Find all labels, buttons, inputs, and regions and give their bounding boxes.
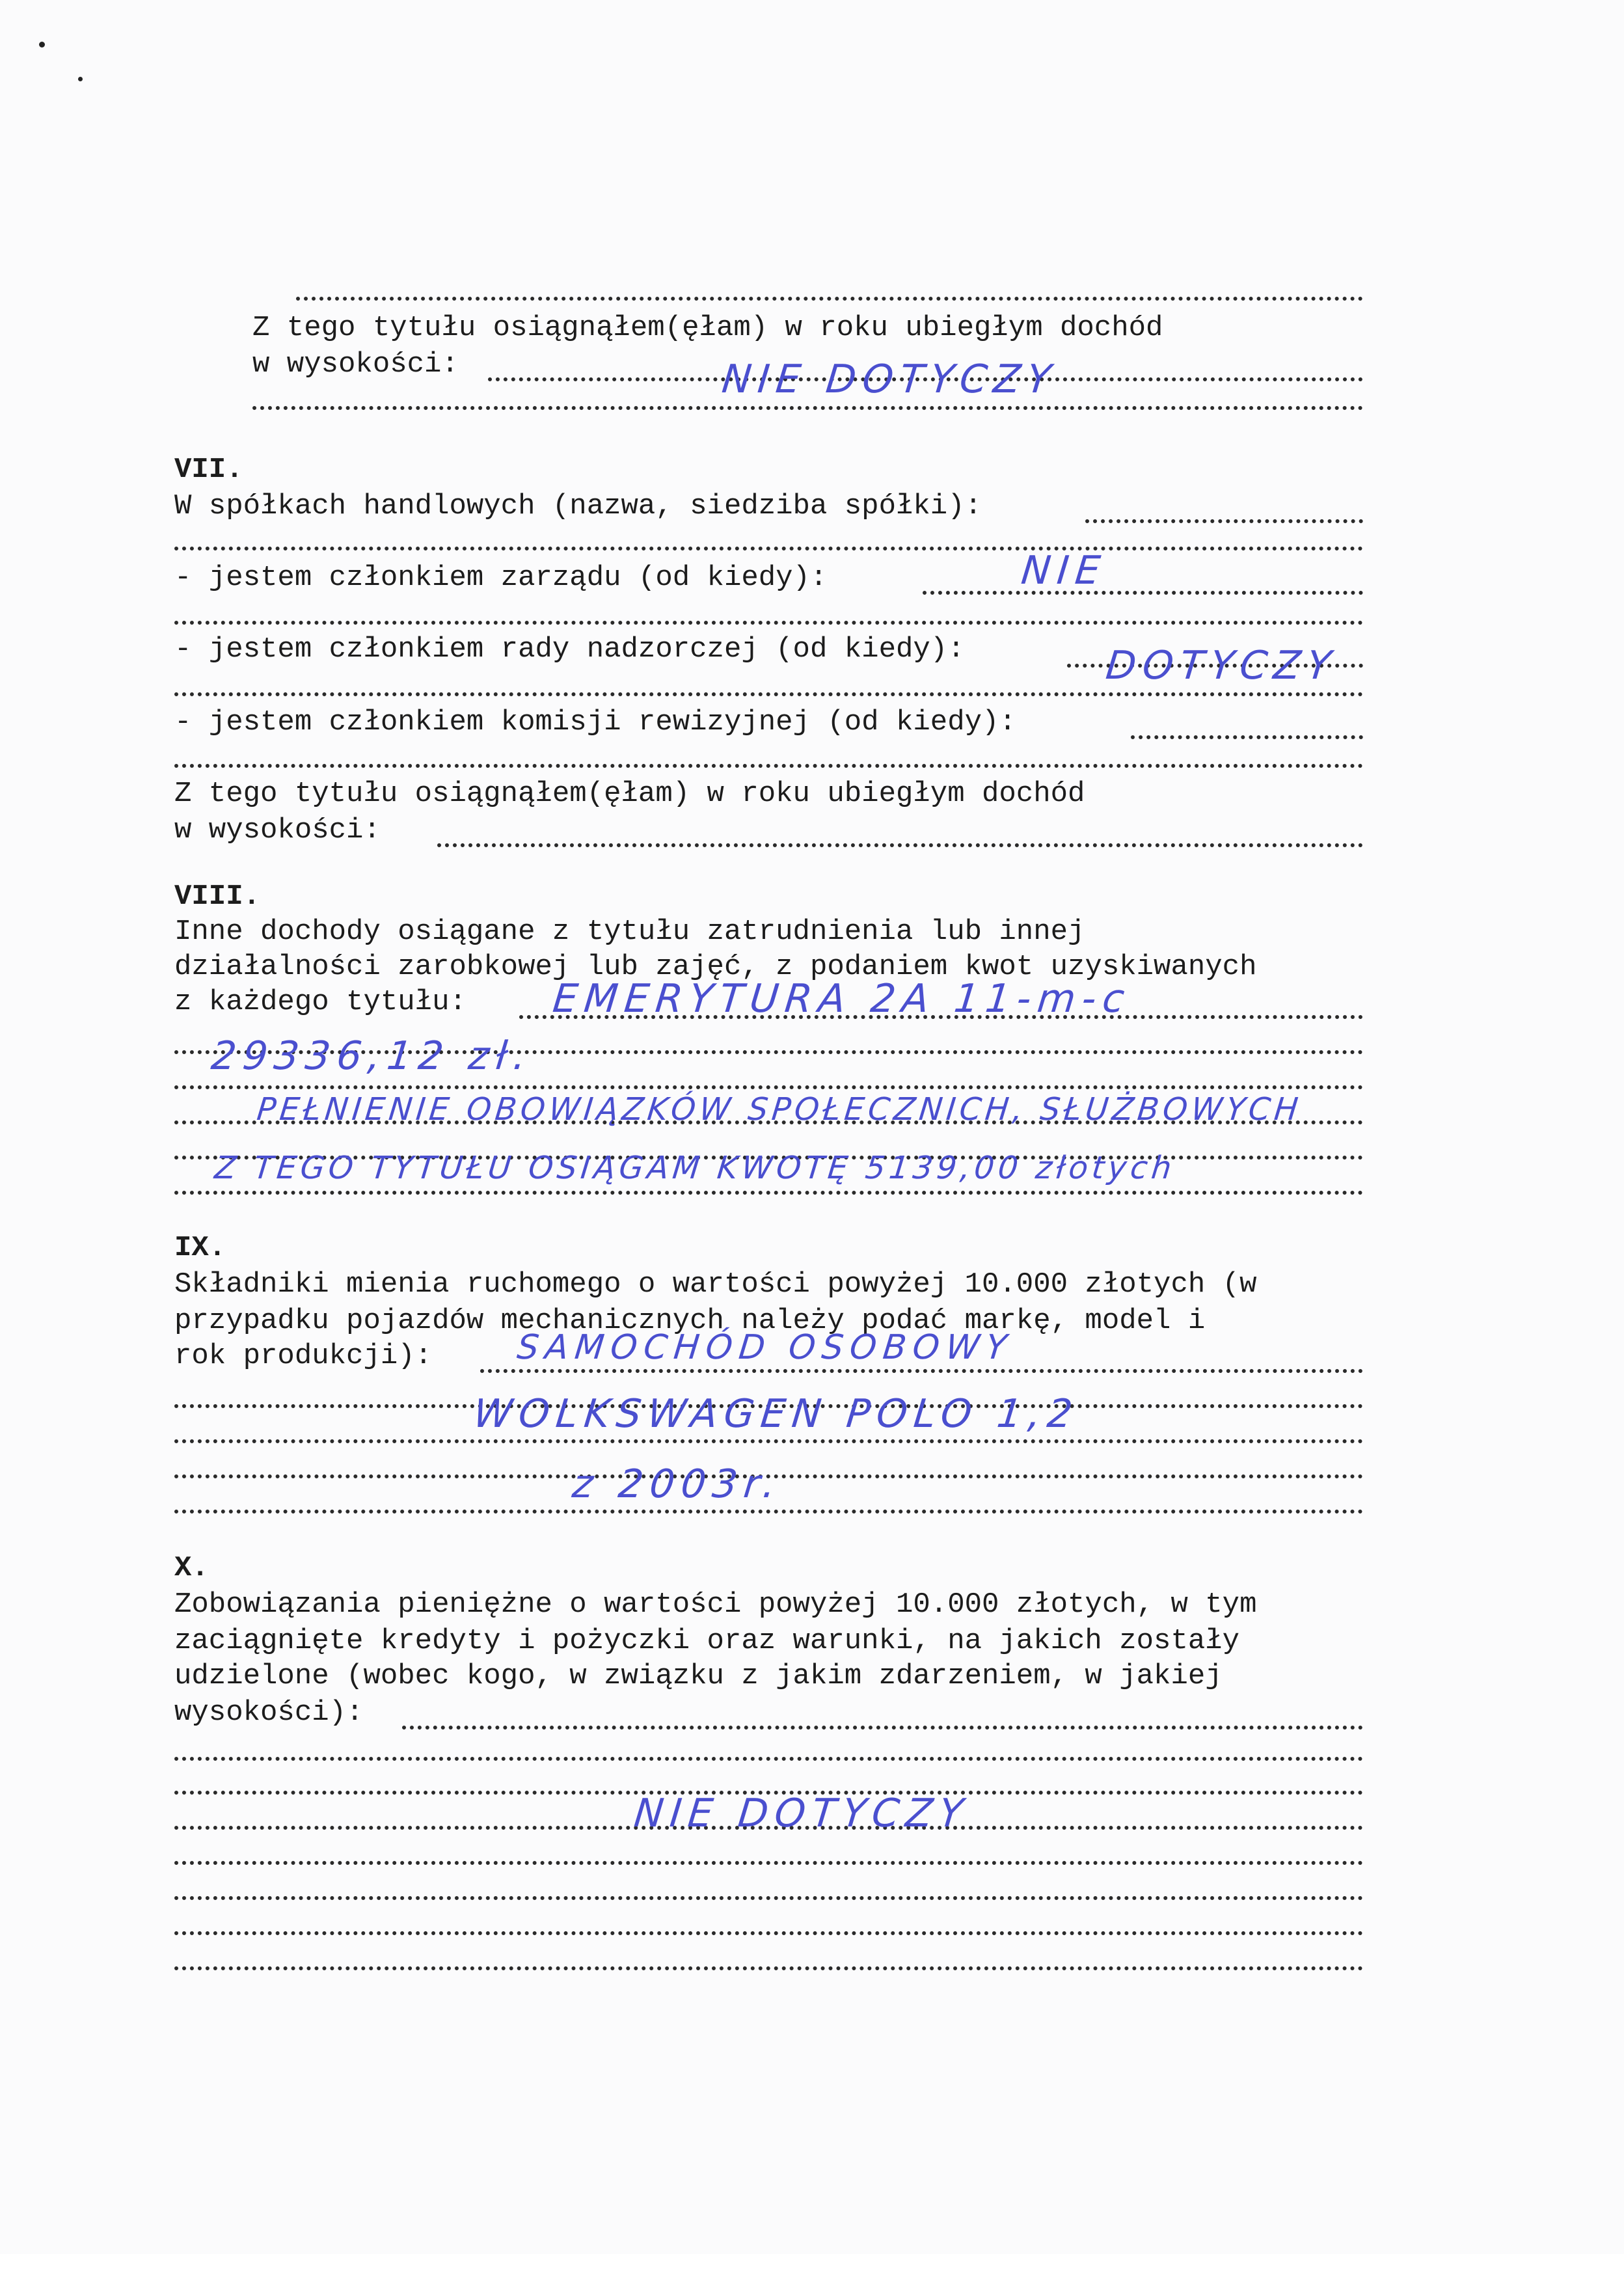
viii-handwritten-income: Z TEGO TYTUŁU OSIĄGAM KWOTĘ 5139,00 złotych: [213, 1150, 1178, 1186]
dotted-line: [174, 621, 1363, 625]
scan-speck: [39, 42, 45, 48]
viii-handwritten-duties: PEŁNIENIE OBOWIĄZKÓW SPOŁECZNICH, SŁUŻBOWYCH: [255, 1091, 1304, 1128]
dotted-line: [174, 1510, 1363, 1513]
dotted-line: [174, 1191, 1363, 1195]
viii-handwritten-pension: EMERYTURA 2A 11-m-c: [550, 976, 1133, 1022]
dotted-line: [174, 1931, 1363, 1935]
viii-label-2: działalności zarobkowej lub zajęć, z podaniem kwot uzyskiwanych: [174, 951, 1257, 983]
viii-heading: VIII.: [174, 880, 261, 913]
viii-label-3: z każdego tytułu:: [174, 986, 467, 1018]
dotted-line: [1131, 735, 1363, 739]
vii-income-label-2: w wysokości:: [174, 814, 381, 847]
dotted-line: [174, 1896, 1363, 1900]
dotted-line: [174, 1439, 1363, 1443]
scan-speck: [78, 77, 83, 81]
ix-label-3: rok produkcji):: [174, 1340, 433, 1372]
vii-heading: VII.: [174, 454, 243, 486]
vi-handwritten-answer: NIE DOTYCZY: [720, 357, 1060, 402]
x-label-4: wysokości):: [174, 1696, 364, 1729]
viii-handwritten-amount: 29336,12 zł.: [209, 1033, 535, 1079]
x-label-1: Zobowiązania pieniężne o wartości powyżej 10.000 złotych, w tym: [174, 1588, 1257, 1621]
ix-label-2: przypadku pojazdów mechanicznych należy podać markę, model i: [174, 1305, 1206, 1337]
scan-bottom-edge: [0, 2254, 1624, 2280]
vi-income-label-1: Z tego tytułu osiągnąłem(ęłam) w roku ubiegłym dochód: [252, 312, 1163, 344]
x-label-3: udzielone (wobec kogo, w związku z jakim zdarzeniem, w jakiej: [174, 1660, 1223, 1692]
vii-companies-label: W spółkach handlowych (nazwa, siedziba spółki):: [174, 490, 982, 522]
vii-handwritten-applies: DOTYCZY: [1103, 643, 1340, 688]
ix-heading: IX.: [174, 1232, 226, 1264]
dotted-line: [174, 692, 1363, 696]
dotted-line: [174, 1966, 1363, 1970]
ix-handwritten-model: WOLKSWAGEN POLO 1,2: [471, 1391, 1081, 1437]
dotted-line: [402, 1726, 1363, 1730]
ix-label-1: Składniki mienia ruchomego o wartości powyżej 10.000 złotych (w: [174, 1268, 1257, 1301]
dotted-line: [296, 297, 1363, 301]
vii-board-label: - jestem członkiem zarządu (od kiedy):: [174, 562, 828, 594]
ix-handwritten-year: z 2003r.: [570, 1461, 785, 1507]
ix-handwritten-car: SAMOCHÓD OSOBOWY: [515, 1328, 1016, 1367]
x-handwritten-answer: NIE DOTYCZY: [632, 1791, 972, 1836]
x-heading: X.: [174, 1552, 209, 1584]
vi-income-label-2: w wysokości:: [252, 348, 459, 381]
viii-label-1: Inne dochody osiągane z tytułu zatrudnienia lub innej: [174, 916, 1085, 948]
vii-handwritten-no: NIE: [1019, 548, 1109, 593]
dotted-line: [174, 1757, 1363, 1761]
dotted-line: [252, 406, 1363, 410]
vii-audit-label: - jestem członkiem komisji rewizyjnej (od kiedy):: [174, 706, 1016, 739]
dotted-line: [174, 764, 1363, 768]
dotted-line: [174, 1861, 1363, 1865]
dotted-line: [437, 843, 1363, 847]
dotted-line: [174, 547, 1363, 550]
vii-supervisory-label: - jestem członkiem rady nadzorczej (od kiedy):: [174, 633, 965, 666]
vii-income-label-1: Z tego tytułu osiągnąłem(ęłam) w roku ubiegłym dochód: [174, 778, 1085, 810]
dotted-line: [1085, 519, 1363, 523]
x-label-2: zaciągnięte kredyty i pożyczki oraz warunki, na jakich zostały: [174, 1625, 1240, 1657]
dotted-line: [923, 591, 1363, 595]
